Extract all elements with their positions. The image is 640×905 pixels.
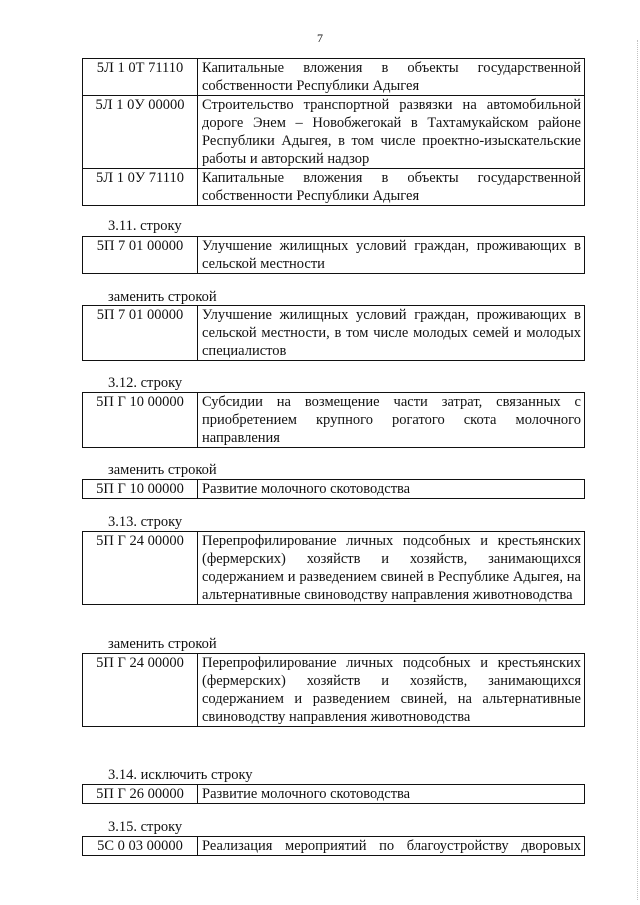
scan-margin-marks — [634, 40, 638, 900]
description-cell: Развитие молочного скотоводства — [198, 785, 585, 804]
budget-code-cell: 5Л 1 0Т 71110 — [83, 59, 198, 96]
description-cell: Развитие молочного скотоводства — [198, 480, 585, 499]
budget-code-cell: 5П Г 26 00000 — [83, 785, 198, 804]
table-row — [83, 785, 585, 804]
section-3-13-old-table — [82, 531, 585, 605]
description-cell: Улучшение жилищных условий граждан, проживающих в сельской местности — [198, 237, 585, 274]
description-cell: Капитальные вложения в объекты государственной собственности Республики Адыгея — [198, 169, 585, 206]
section-3-12-old-table — [82, 392, 585, 448]
budget-code-table-top — [82, 58, 585, 206]
description-cell: Улучшение жилищных условий граждан, проживающих в сельской местности, в том числе молодых семей и молодых специалистов — [198, 306, 585, 361]
table-row — [83, 532, 585, 605]
section-3-11-label: 3.11. строку — [108, 218, 182, 234]
budget-code-cell: 5Л 1 0У 00000 — [83, 96, 198, 169]
budget-code-cell: 5С 0 03 00000 — [83, 837, 198, 856]
description-cell: Субсидии на возмещение части затрат, связанных с приобретением крупного рогатого скота молочного направления — [198, 393, 585, 448]
budget-code-cell: 5П 7 01 00000 — [83, 237, 198, 274]
table-row — [83, 480, 585, 499]
table-row — [83, 237, 585, 274]
table-row — [83, 654, 585, 727]
budget-code-cell: 5П Г 10 00000 — [83, 480, 198, 499]
table-row — [83, 306, 585, 361]
section-3-11-replace-label: заменить строкой — [108, 289, 217, 305]
section-3-12-new-table — [82, 479, 585, 499]
section-3-14-label: 3.14. исключить строку — [108, 767, 253, 783]
description-cell: Перепрофилирование личных подсобных и крестьянских (фермерских) хозяйств и хозяйств, занимающихся содержанием и разведением свиней в Республике Адыгея, на альтернативные свиноводству направления животноводства — [198, 532, 585, 605]
section-3-15-table — [82, 836, 585, 856]
table-row — [83, 837, 585, 856]
table-row — [83, 96, 585, 169]
description-cell: Капитальные вложения в объекты государственной собственности Республики Адыгея — [198, 59, 585, 96]
table-row — [83, 169, 585, 206]
page-number: 7 — [317, 31, 323, 45]
budget-code-cell: 5Л 1 0У 71110 — [83, 169, 198, 206]
section-3-12-replace-label: заменить строкой — [108, 462, 217, 478]
budget-code-cell: 5П 7 01 00000 — [83, 306, 198, 361]
budget-code-cell: 5П Г 24 00000 — [83, 654, 198, 727]
section-3-13-replace-label: заменить строкой — [108, 636, 217, 652]
table-row — [83, 59, 585, 96]
description-cell: Реализация мероприятий по благоустройству дворовых — [198, 837, 585, 856]
section-3-14-table — [82, 784, 585, 804]
budget-code-cell: 5П Г 10 00000 — [83, 393, 198, 448]
description-cell: Перепрофилирование личных подсобных и крестьянских (фермерских) хозяйств и хозяйств, занимающихся содержанием и разведением свиней, на альтернативные свиноводству направления животноводства — [198, 654, 585, 727]
description-cell: Строительство транспортной развязки на автомобильной дороге Энем – Новобжегокай в Тахтамукайском районе Республики Адыгея, в том числе проектно-изыскательские работы и авторский надзор — [198, 96, 585, 169]
budget-code-cell: 5П Г 24 00000 — [83, 532, 198, 605]
section-3-11-old-table — [82, 236, 585, 274]
section-3-13-label: 3.13. строку — [108, 514, 183, 530]
table-row — [83, 393, 585, 448]
section-3-12-label: 3.12. строку — [108, 375, 183, 391]
section-3-15-label: 3.15. строку — [108, 819, 183, 835]
section-3-11-new-table — [82, 305, 585, 361]
section-3-13-new-table — [82, 653, 585, 727]
